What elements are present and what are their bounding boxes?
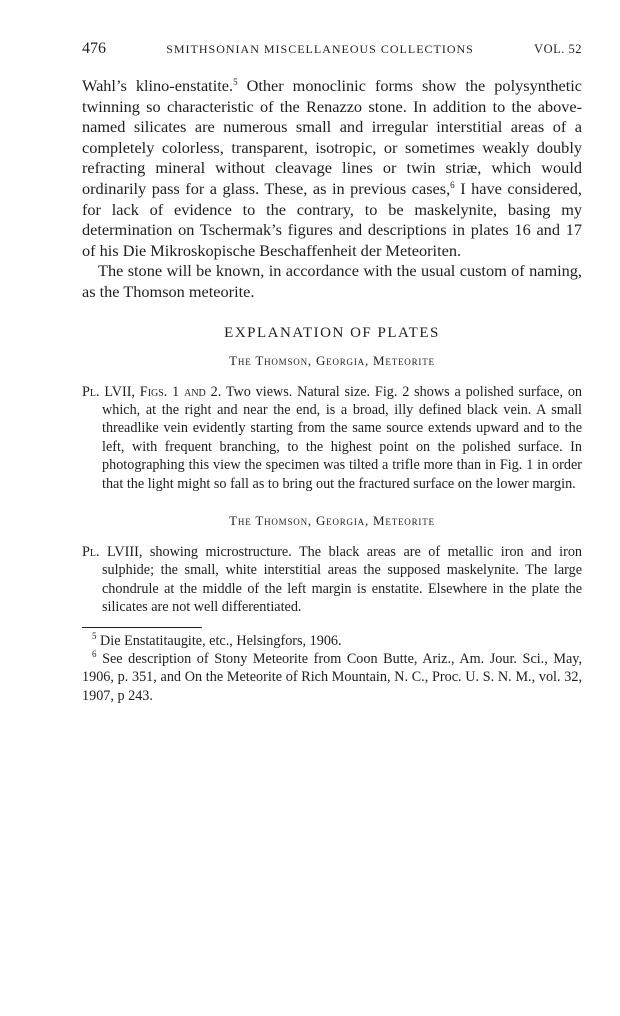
plate-2-caption xyxy=(82,543,582,617)
plate-2-label: Pl. LVIII, xyxy=(82,543,143,560)
paragraph-1 xyxy=(82,76,582,261)
running-title: SMITHSONIAN MISCELLANEOUS COLLECTIONS xyxy=(166,42,474,56)
footnote-5 xyxy=(82,632,582,650)
plate-2-text: showing microstructure. The black areas are of metallic iron and iron sulphide; the small, white interstitial areas the supposed maskelynite. The large chondrule at the middle of the left margin is enstatite. Elsewhere in the plate the silicates are not well differentiated. xyxy=(102,543,583,616)
footnote-ref-6: 6 xyxy=(450,179,455,190)
footnote-6-mark: 6 xyxy=(92,649,97,659)
footnote-5-mark: 5 xyxy=(92,630,97,641)
running-header xyxy=(82,40,582,66)
plate-subheading-2: The Thomson, Georgia, Meteorite xyxy=(229,512,435,528)
plate-1-caption xyxy=(82,383,582,493)
document-page xyxy=(82,40,582,705)
page-number: 476 xyxy=(82,40,106,57)
paragraph-1-part-a: Wahl’s klino-enstatite. xyxy=(82,76,234,95)
paragraph-1-part-b: Other monoclinic forms show the polysynthetic twinning so characteristic of the Renazzo stone. In addition to the above-named silicates are numerous small and irregular interstitial areas of a completely colorless, transparent, isotropic, or sometimes weakly doubly refracting mineral without cleavage lines or twin striæ, which would ordinarily pass for a glass. These, as in previous cases, xyxy=(82,76,583,198)
footnote-6 xyxy=(82,650,582,705)
paragraph-1-part-c: I have considered, for lack of evidence to the contrary, to be maskelynite, basing my determination on Tschermak’s figures and descriptions in plates 16 and 17 of his Die Mikroskopische Beschaffenheit der Meteoriten. xyxy=(82,178,582,260)
body-text xyxy=(82,76,582,303)
footnote-5-text: Die Enstatitaugite, etc., Helsingfors, 1906. xyxy=(96,632,342,649)
footnote-divider xyxy=(82,627,202,628)
volume-label: VOL. 52 xyxy=(534,42,582,56)
section-title: EXPLANATION OF PLATES xyxy=(224,324,440,341)
footnote-ref-5: 5 xyxy=(233,77,238,87)
plate-1-text: Two views. Natural size. Fig. 2 shows a polished surface, on which, at the right and near the end, is a broad, illy defined black vein. A small threadlike vein evidently starting from the same source extends upward and to the left, with frequent branching, to the highest point on the polished surface. In photographing this view the specimen was tilted a trifle more than in Fig. 1 in order that the light might so fall as to bring out the fractured surface on the lower margin. xyxy=(102,383,583,492)
footnote-6-text: See description of Stony Meteorite from Coon Butte, Ariz., Am. Jour. Sci., May, 1906, p. 351, and On the Meteorite of Rich Mountain, N. C., Proc. U. S. N. M., vol. 32, 1907, p 243. xyxy=(82,651,582,704)
plate-subheading-1: The Thomson, Georgia, Meteorite xyxy=(229,352,435,368)
paragraph-2: The stone will be known, in accordance with the usual custom of naming, as the Thomson meteorite. xyxy=(82,261,582,301)
plate-1-label: Pl. LVII, Figs. 1 and 2. xyxy=(82,383,222,400)
